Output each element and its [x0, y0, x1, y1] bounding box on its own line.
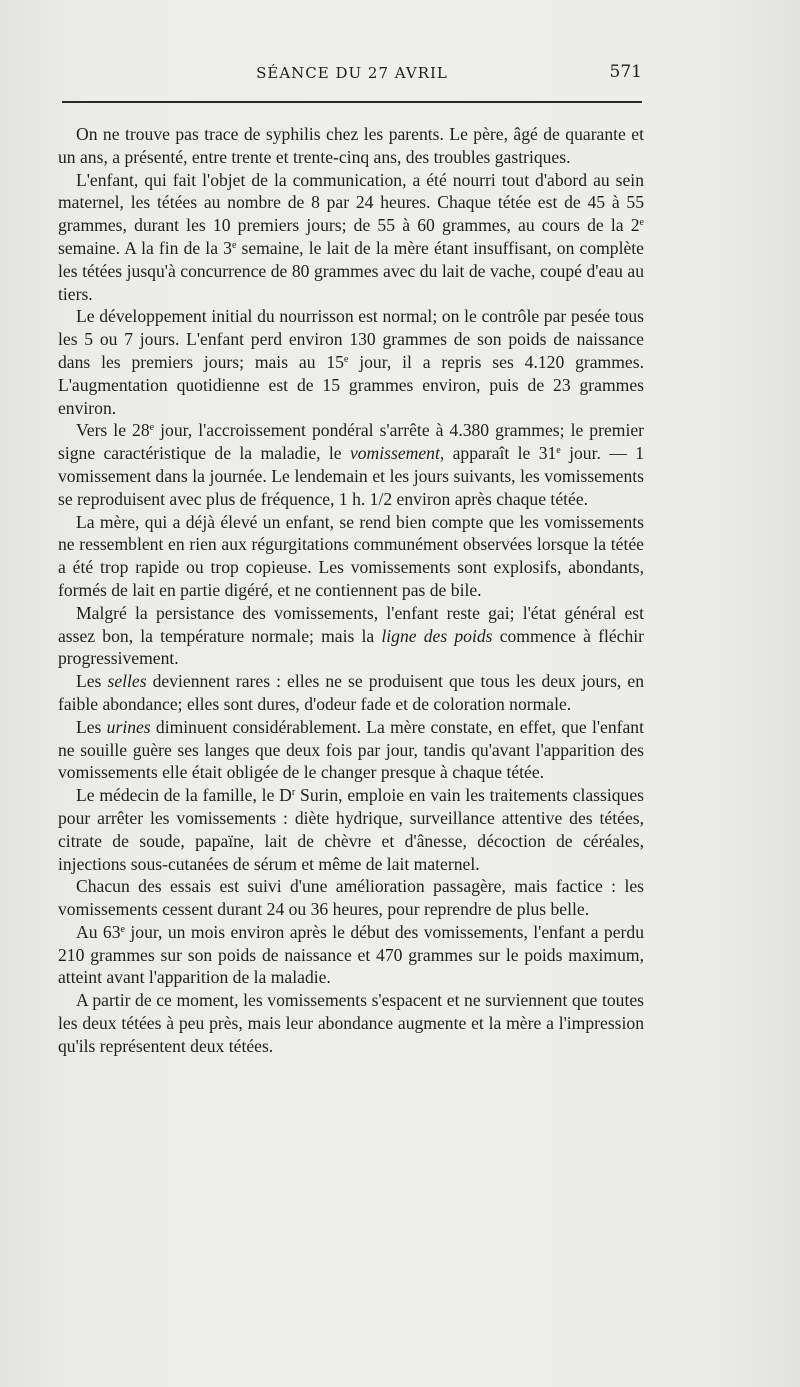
text-run: semaine. A la fin de la 3 [58, 237, 232, 258]
body-text [58, 123, 644, 1058]
superscript: e [231, 239, 237, 251]
superscript: e [149, 422, 155, 434]
text-run: diminuent considérablement. La mère constate, en effet, que l'enfant ne souille guère ses langes que deux fois par jour, tandis qu'avant l'apparition des vomissements elle était obligée de le changer presque à chaque tétée. [58, 716, 644, 783]
text-run: semaine, le lait de la mère étant insuffisant, on complète les tétées jusqu'à concurrence de 80 grammes avec du lait de vache, coupé d'eau au tiers. [58, 237, 644, 304]
paragraph [58, 784, 644, 875]
paragraph [58, 716, 644, 784]
text-run: A partir de ce moment, les vomissements s'espacent et ne surviennent que toutes les deux tétées à peu près, mais leur abondance augmente et la mère a l'impression qu'ils représentent deux tétées. [58, 990, 644, 1056]
italic-term: selles [107, 671, 147, 692]
italic-term: ligne des poids [381, 625, 493, 646]
paragraph [58, 602, 644, 670]
text-run: jour. — 1 vomissement dans la journée. Le lendemain et les jours suivants, les vomissements se reproduisent avec plus de fréquence, 1 h. 1/2 environ après chaque tétée. [58, 443, 644, 509]
paragraph [58, 921, 644, 989]
text-run: Le médecin de la famille, le D [76, 785, 292, 806]
text-run: On ne trouve pas trace de syphilis chez les parents. Le père, âgé de quarante et un ans, a présenté, entre trente et trente-cinq ans, des troubles gastriques. [58, 124, 644, 167]
paragraph [58, 419, 644, 510]
text-run: Les [76, 716, 107, 737]
text-run: jour, il a repris ses 4.120 grammes. L'augmentation quotidienne est de 15 grammes environ, puis de 23 grammes environ. [58, 351, 644, 418]
text-run: Vers le 28 [76, 420, 150, 441]
paragraph [58, 305, 644, 419]
text-run: L'enfant, qui fait l'objet de la communication, a été nourri tout d'abord au sein maternel, les tétées au nombre de 8 par 24 heures. Chaque tétée est de 45 à 55 grammes, durant les 10 premiers jours; de 55 à 60 grammes, au cours de la 2 [58, 169, 644, 236]
paragraph [58, 123, 644, 169]
paragraph [58, 511, 644, 602]
text-run: Surin, emploie en vain les traitements classiques pour arrêter les vomissements : diète hydrique, surveillance attentive des tétées, citrate de soude, papaïne, lait de chèvre et d'ânesse, décoction de céréales, injections sous-cutanées de sérum et même de lait maternel. [58, 785, 644, 874]
paragraph [58, 875, 644, 921]
header-rule [62, 101, 642, 103]
superscript: e [120, 923, 125, 935]
text-run: jour, un mois environ après le début des vomissements, l'enfant a perdu 210 grammes sur son poids de naissance et 470 grammes sur le poids maximum, atteint avant l'apparition de la maladie. [58, 921, 644, 988]
italic-term: urines [106, 716, 151, 737]
paragraph [58, 169, 644, 306]
superscript: r [291, 787, 296, 799]
text-run: Le développement initial du nourrisson est normal; on le contrôle par pesée tous les 5 ou 7 jours. L'enfant perd environ 130 grammes de son poids de naissance dans les premiers jours; mais au 15 [58, 306, 644, 372]
text-run: , apparaît le 31 [439, 443, 557, 464]
superscript: e [556, 445, 561, 457]
paragraph [58, 670, 644, 716]
superscript: e [639, 217, 644, 229]
text-run: jour, l'accroissement pondéral s'arrête à 4.380 grammes; le premier signe caractéristique de la maladie, le [58, 420, 645, 464]
running-header [62, 62, 642, 86]
text-run: Malgré la persistance des vomissements, l'enfant reste gai; l'état général est assez bon, la température normale; mais la [58, 602, 644, 646]
text-run: deviennent rares : elles ne se produisent que tous les deux jours, en faible abondance; elles sont dures, d'odeur fade et de coloration normale. [58, 671, 644, 714]
text-run: Les [76, 671, 108, 692]
text-run: commence à fléchir progressivement. [58, 625, 644, 669]
page-number: 571 [609, 62, 642, 82]
running-title: SÉANCE DU 27 AVRIL [256, 64, 448, 82]
text-run: Au 63 [76, 921, 121, 942]
text-run: Chacun des essais est suivi d'une amélioration passagère, mais factice : les vomissements cessent durant 24 ou 36 heures, pour reprendre de plus belle. [58, 876, 644, 920]
text-run: La mère, qui a déjà élevé un enfant, se rend bien compte que les vomissements ne ressemblent en rien aux régurgitations communément observées lorsque la tétée a été trop rapide ou trop copieuse. Les vomissements sont explosifs, abondants, formés de lait en partie digéré, et ne contiennent pas de bile. [58, 511, 644, 600]
superscript: e [343, 353, 349, 365]
paragraph [58, 989, 644, 1057]
italic-term: vomissement [349, 443, 440, 464]
